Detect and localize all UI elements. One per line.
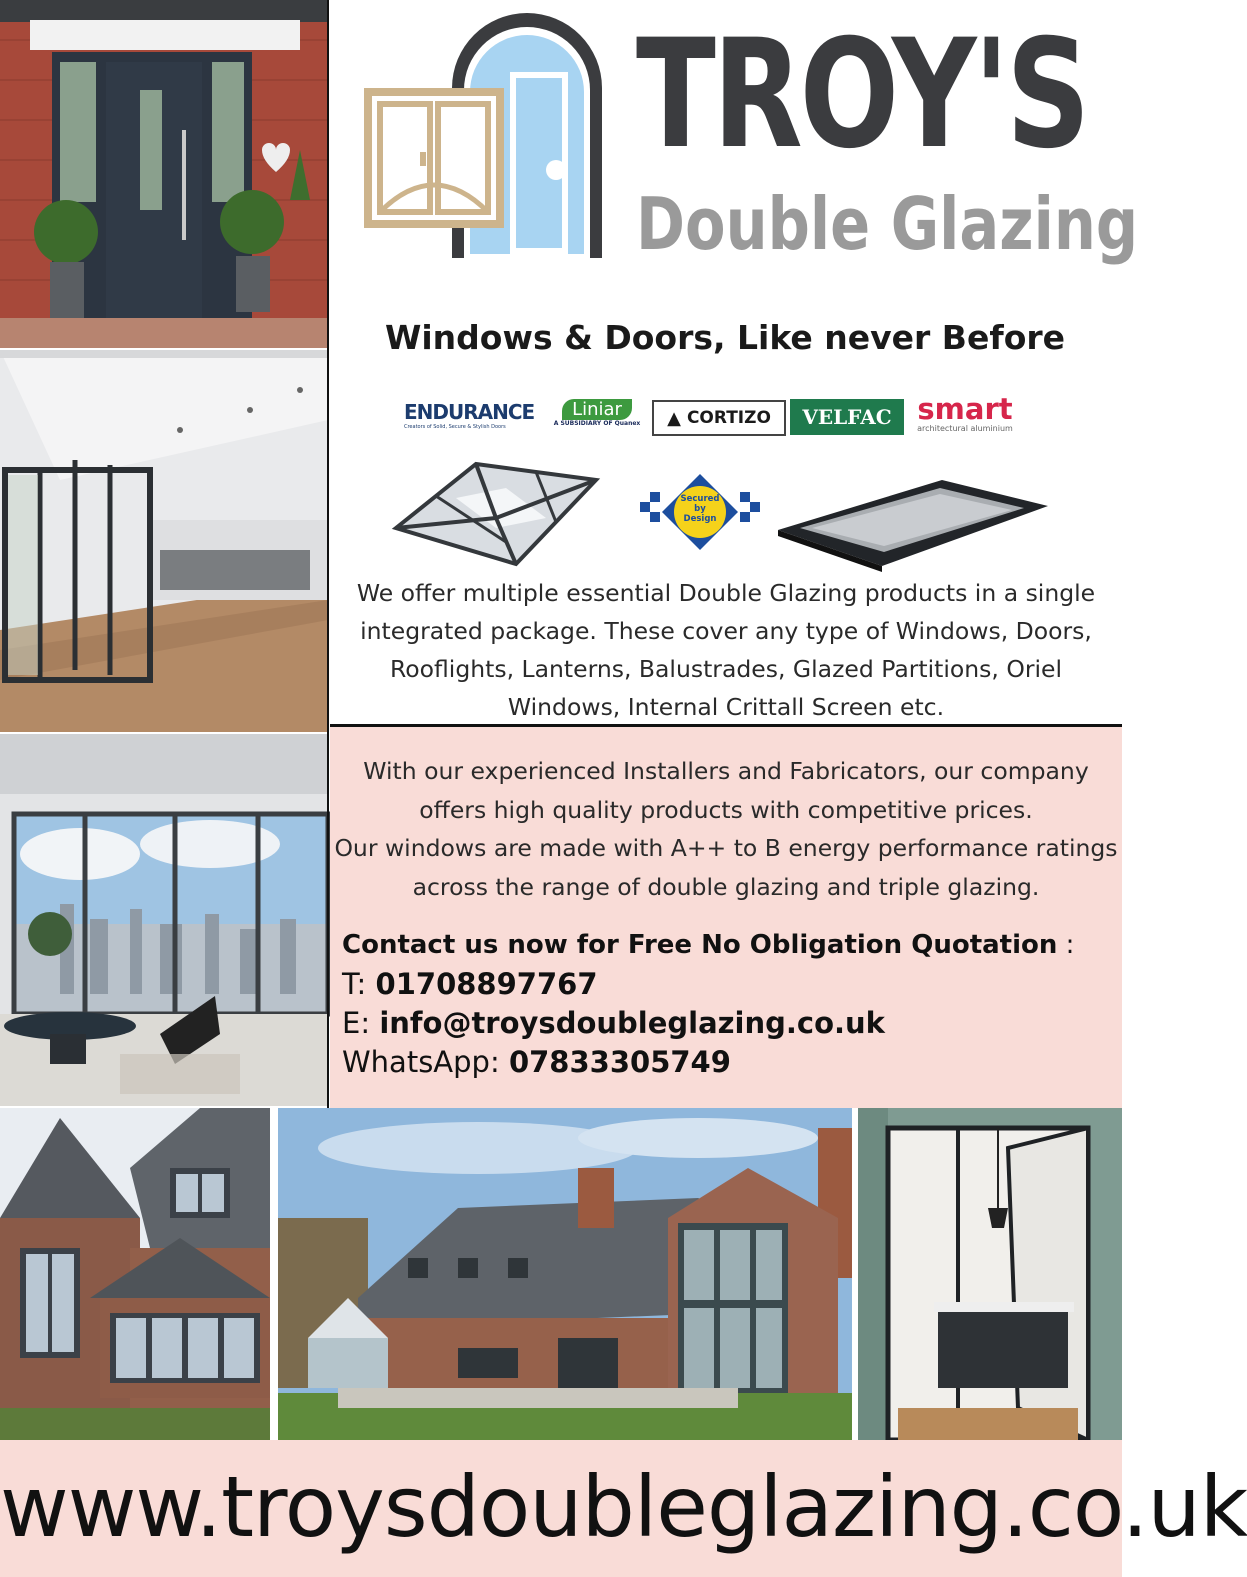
liniar-logo-text: Liniar: [562, 399, 632, 420]
flat-rooflight-image: [772, 466, 1052, 574]
liniar-logo-sub: A SUBSIDIARY OF Quanex: [553, 420, 641, 427]
contact-email-line: [342, 1004, 1112, 1043]
house-extension-photo: [0, 1108, 270, 1440]
email-label: E:: [342, 1006, 380, 1040]
email-address[interactable]: info@troysdoubleglazing.co.uk: [379, 1006, 885, 1040]
whatsapp-label: WhatsApp:: [342, 1045, 509, 1079]
brand-name: TROY'S: [636, 8, 1088, 182]
velfac-logo: [790, 399, 904, 435]
smart-logo-text: smart: [917, 392, 1013, 426]
about-paragraph-1: With our experienced Installers and Fabricators, our company offers high quality products with competitive prices.: [363, 757, 1089, 824]
smart-logo-sub: architectural aluminium: [917, 424, 1013, 433]
whatsapp-number[interactable]: 07833305749: [508, 1045, 731, 1079]
secured-by-design-badge: [640, 472, 760, 552]
about-text: [334, 752, 1118, 906]
endurance-logo-text: ENDURANCE: [404, 400, 535, 424]
contact-block: [342, 926, 1112, 1082]
website-url[interactable]: www.troysdoubleglazing.co.uk: [0, 1458, 1247, 1556]
brand-subtitle: Double Glazing: [636, 182, 1139, 266]
about-paragraph-2: Our windows are made with A++ to B energy performance ratings across the range of double glazing and triple glazing.: [334, 834, 1118, 901]
logo-window-icon: [360, 18, 620, 268]
photo-divider-1: [270, 1108, 278, 1440]
contact-heading-text: Contact us now for Free No Obligation Quotation: [342, 930, 1058, 960]
house-exterior-photo: [278, 1108, 852, 1440]
cortizo-logo: [652, 400, 786, 436]
velfac-logo-text: VELFAC: [802, 405, 892, 429]
tagline: Windows & Doors, Like never Before: [384, 318, 1066, 357]
phone-label: T:: [342, 967, 376, 1001]
intro-paragraph: We offer multiple essential Double Glazing products in a single integrated package. These cover any type of Windows, Doors, Rooflights, Lanterns, Balustrades, Glazed Partitions, Oriel Windows, Internal Crittall Screen etc.: [356, 579, 1096, 721]
cortizo-icon: ▲: [667, 407, 681, 429]
phone-number[interactable]: 01708897767: [375, 967, 598, 1001]
contact-heading: [342, 926, 1112, 965]
front-door-photo: [0, 0, 328, 348]
endurance-logo-sub: Creators of Solid, Secure & Stylish Doors: [404, 424, 506, 430]
endurance-logo: [404, 392, 544, 438]
column-divider: [327, 0, 329, 1108]
sliding-doors-city-photo: [0, 734, 328, 1106]
contact-whatsapp-line: [342, 1043, 1112, 1082]
smart-logo: [908, 390, 1022, 438]
bifold-doors-photo: [0, 350, 328, 732]
liniar-logo: [548, 390, 646, 436]
secured-by-design-text: Secured by Design: [680, 494, 720, 524]
contact-heading-colon: :: [1057, 930, 1075, 960]
contact-phone-line: [342, 965, 1112, 1004]
roof-lantern-image: [396, 458, 606, 574]
cortizo-logo-text: CORTIZO: [686, 408, 771, 428]
crittall-door-photo: [858, 1108, 1122, 1440]
